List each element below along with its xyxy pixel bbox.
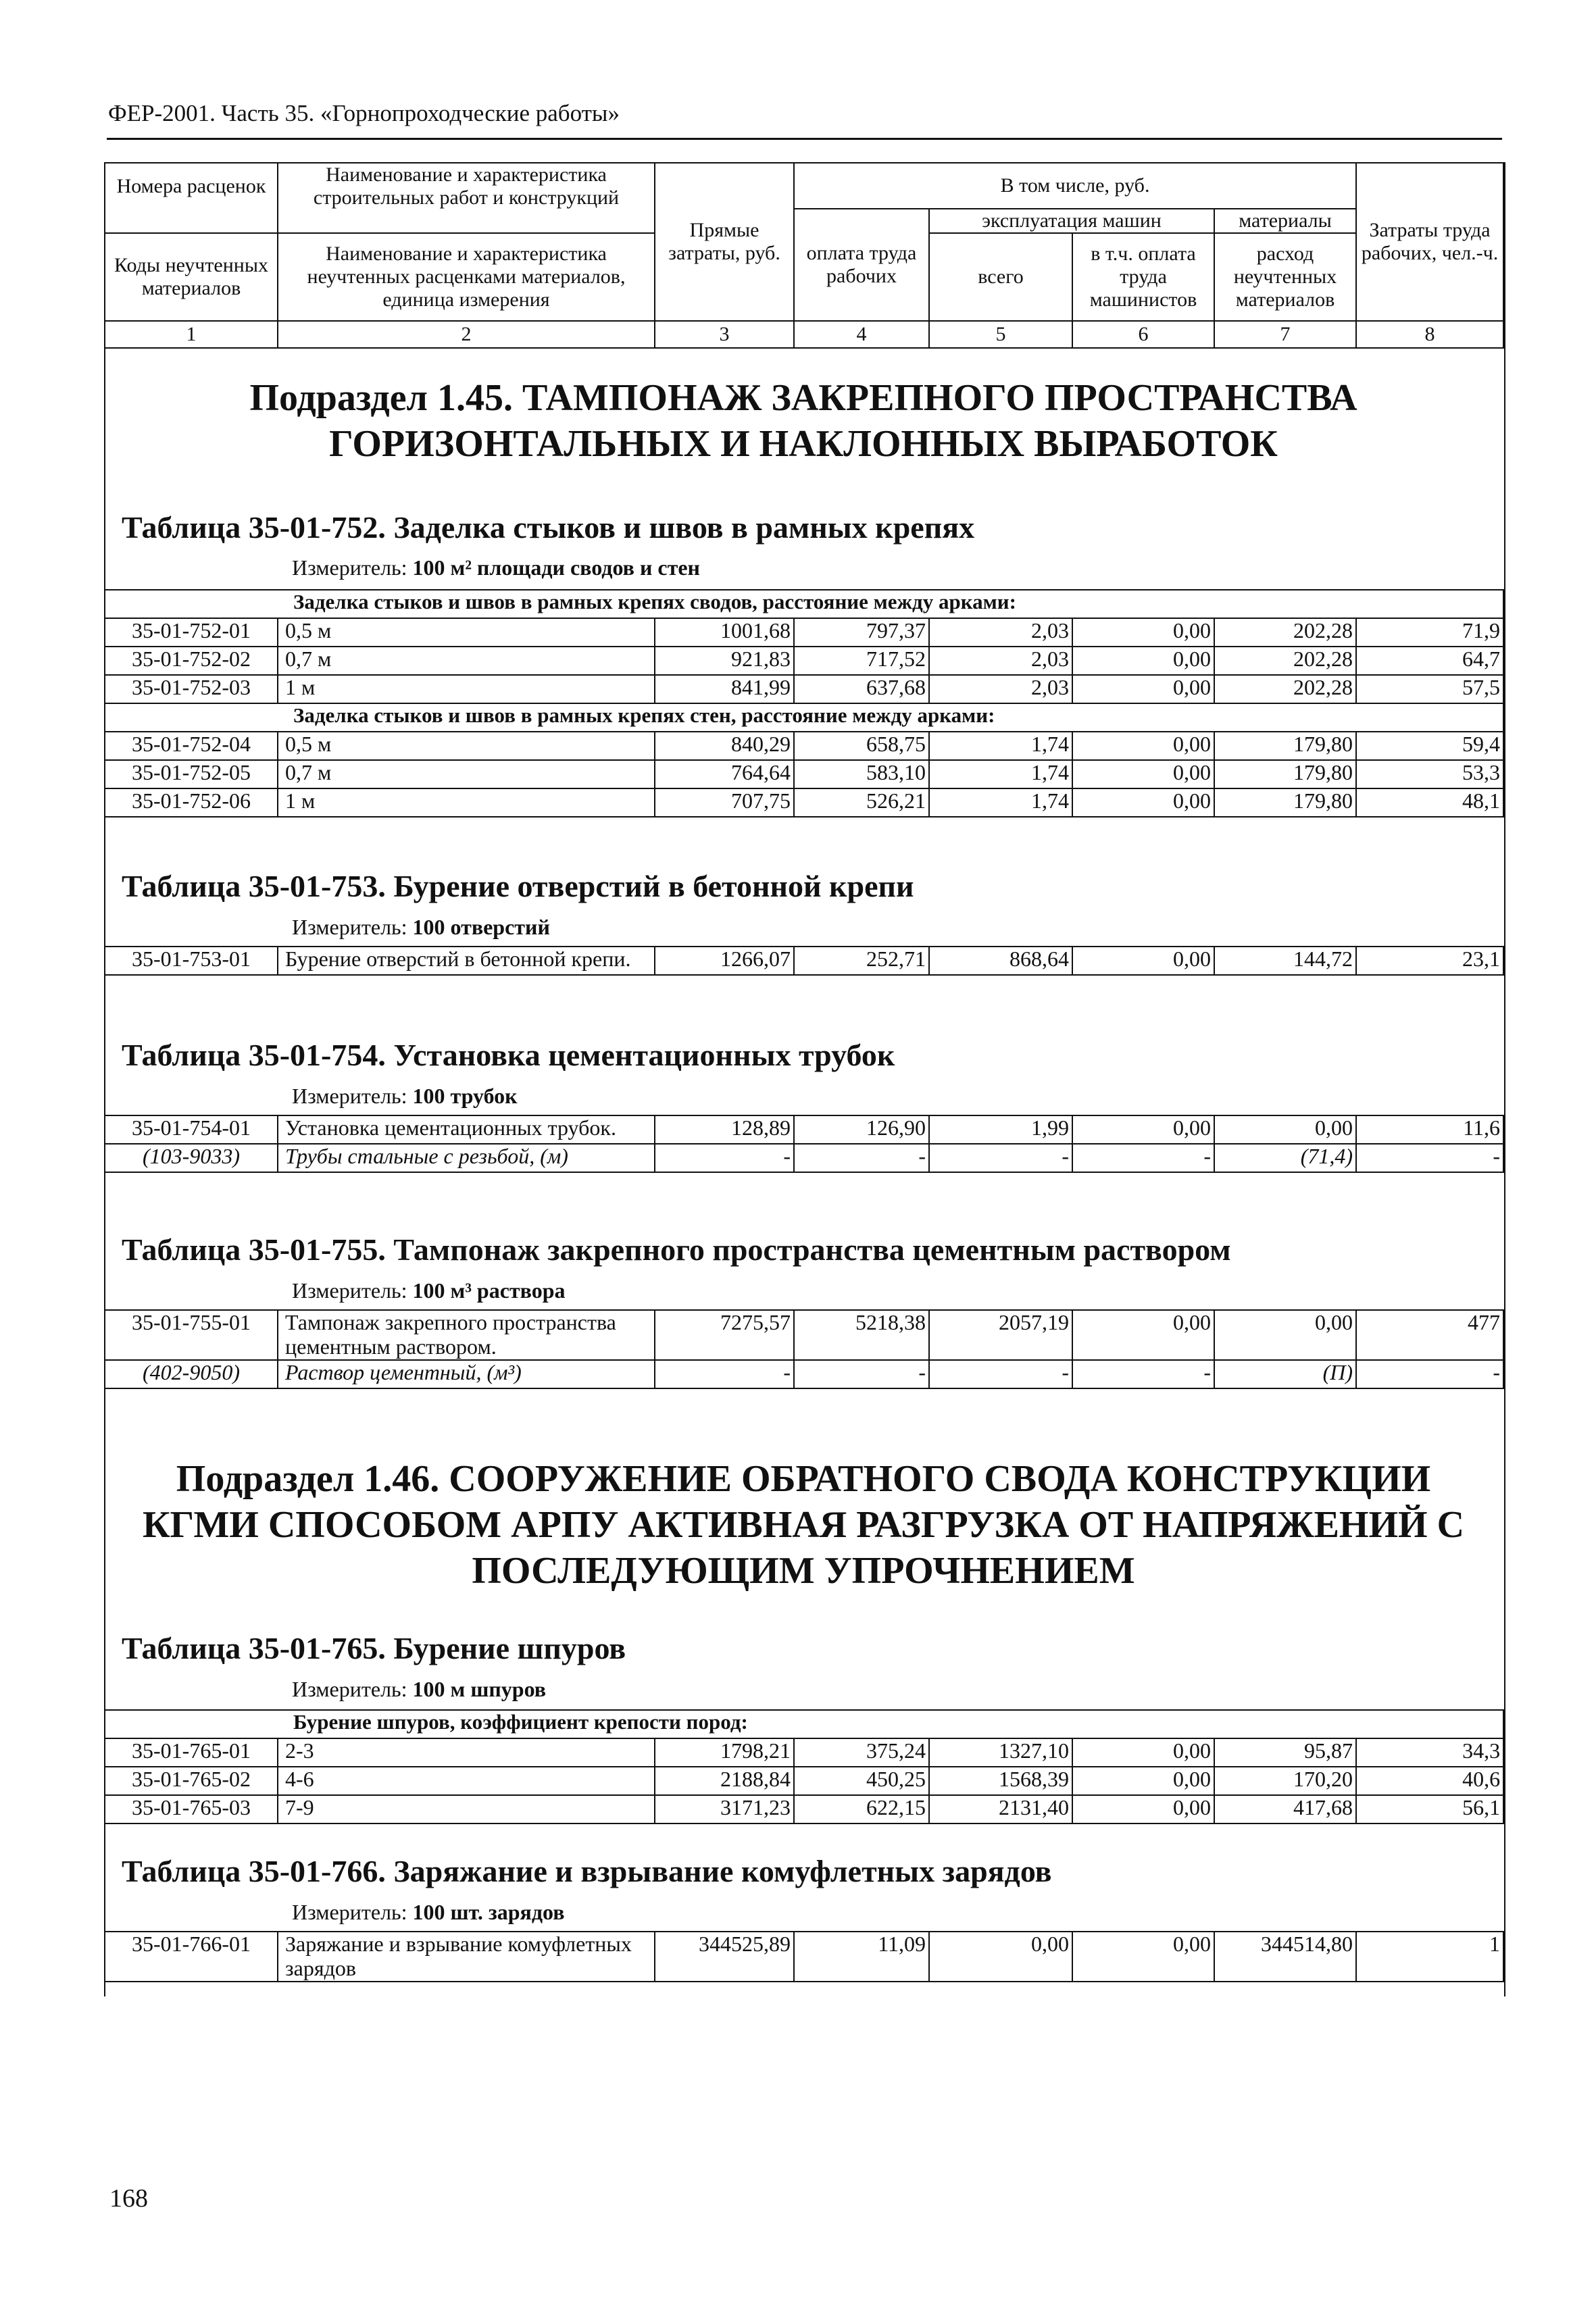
rate-code: 35-01-753-01: [105, 947, 278, 975]
labor-hours: 64,7: [1356, 647, 1503, 675]
work-name: 0,7 м: [278, 647, 655, 675]
material-value: -: [794, 1360, 929, 1388]
table-753-title: Таблица 35-01-753. Бурение отверстий в бетонной крепи: [122, 869, 914, 903]
work-name: 0,5 м: [278, 618, 655, 647]
unit-label: Измеритель:: [292, 1677, 407, 1701]
rate-code: 35-01-765-01: [105, 1738, 278, 1767]
unit-value: 100 м³ раствора: [412, 1278, 566, 1303]
material-value: -: [929, 1360, 1072, 1388]
labor-hours: 57,5: [1356, 675, 1503, 703]
group-caption: Бурение шпуров, коэффициент крепости пород:: [105, 1710, 1503, 1738]
work-name: Тампонаж закрепного пространства цементным раствором.: [278, 1310, 655, 1360]
table-752: [104, 589, 1504, 818]
rate-code: 35-01-765-02: [105, 1767, 278, 1795]
labor-pay: 450,25: [794, 1767, 929, 1795]
col-number: 5: [929, 321, 1072, 348]
work-name: Установка цементационных трубок.: [278, 1115, 655, 1144]
unit-label: Измеритель:: [292, 555, 407, 580]
operators-pay: 0,00: [1072, 618, 1214, 647]
table-row: [105, 947, 1503, 975]
work-name: 4-6: [278, 1767, 655, 1795]
running-header: ФЕР-2001. Часть 35. «Горнопроходческие работы»: [108, 100, 620, 126]
table-765-unit: [292, 1677, 546, 1702]
materials-cost: 202,28: [1214, 647, 1356, 675]
labor-hours: 34,3: [1356, 1738, 1503, 1767]
material-value: -: [655, 1360, 794, 1388]
table-766: [104, 1931, 1504, 1982]
rate-code: 35-01-755-01: [105, 1310, 278, 1360]
work-name: 0,5 м: [278, 732, 655, 760]
machines-total: 1,99: [929, 1115, 1072, 1144]
including-header: В том числе, руб.: [794, 163, 1356, 209]
machines-total: 868,64: [929, 947, 1072, 975]
table-row: [105, 1932, 1503, 1982]
rate-code: 35-01-752-01: [105, 618, 278, 647]
table-row: [105, 1767, 1503, 1795]
col-number: 6: [1072, 321, 1214, 348]
table-765-title: Таблица 35-01-765. Бурение шпуров: [122, 1631, 626, 1665]
operators-pay: 0,00: [1072, 675, 1214, 703]
rate-code: 35-01-752-05: [105, 760, 278, 788]
operators-pay: 0,00: [1072, 760, 1214, 788]
rate-code: 35-01-754-01: [105, 1115, 278, 1144]
direct-cost: 1798,21: [655, 1738, 794, 1767]
material-name: Трубы стальные с резьбой, (м): [278, 1144, 655, 1172]
col1-top-header: Номера расценок: [105, 163, 278, 209]
table-row: [105, 1795, 1503, 1823]
material-value: -: [794, 1144, 929, 1172]
materials-cost: 0,00: [1214, 1115, 1356, 1144]
labor-pay: 5218,38: [794, 1310, 929, 1360]
subsection-heading-line: КГМИ СПОСОБОМ АРПУ АКТИВНАЯ РАЗГРУЗКА ОТ НАПРЯЖЕНИЙ С: [142, 1504, 1465, 1546]
work-name: 1 м: [278, 675, 655, 703]
materials-cost: 202,28: [1214, 618, 1356, 647]
operators-pay: 0,00: [1072, 732, 1214, 760]
machines-total: 2,03: [929, 675, 1072, 703]
direct-cost: 840,29: [655, 732, 794, 760]
rate-code: 35-01-765-03: [105, 1795, 278, 1823]
labor-hours: 23,1: [1356, 947, 1503, 975]
material-consumption: (П): [1214, 1360, 1356, 1388]
col7-header: расход неучтенных материалов: [1214, 233, 1356, 321]
material-code: (402-9050): [105, 1360, 278, 1388]
col1-bottom-header: Коды неучтенных материалов: [105, 233, 278, 321]
work-name: Бурение отверстий в бетонной крепи.: [278, 947, 655, 975]
labor-pay: 797,37: [794, 618, 929, 647]
direct-cost: 2188,84: [655, 1767, 794, 1795]
materials-cost: 179,80: [1214, 732, 1356, 760]
group-row: [105, 590, 1503, 618]
table-row: [105, 647, 1503, 675]
table-753: [104, 946, 1504, 976]
machines-total: 0,00: [929, 1932, 1072, 1982]
labor-pay: 717,52: [794, 647, 929, 675]
unit-value: 100 м² площади сводов и стен: [412, 555, 700, 580]
col1-top-spacer: [105, 209, 278, 233]
subsection-heading-line: Подраздел 1.45. ТАМПОНАЖ ЗАКРЕПНОГО ПРОСТРАНСТВА: [249, 377, 1357, 419]
subsection-145-heading: [104, 375, 1503, 467]
direct-cost: 841,99: [655, 675, 794, 703]
work-name: 7-9: [278, 1795, 655, 1823]
work-name: Заряжание и взрывание комуфлетных зарядов: [278, 1932, 655, 1982]
labor-pay: 252,71: [794, 947, 929, 975]
operators-pay: 0,00: [1072, 1932, 1214, 1982]
col-number: 3: [655, 321, 794, 348]
table-766-unit: [292, 1900, 564, 1925]
table-row: [105, 732, 1503, 760]
table-row: [105, 618, 1503, 647]
labor-pay: 583,10: [794, 760, 929, 788]
direct-cost: 3171,23: [655, 1795, 794, 1823]
work-name: 0,7 м: [278, 760, 655, 788]
operators-pay: 0,00: [1072, 1738, 1214, 1767]
unit-label: Измеритель:: [292, 1900, 407, 1924]
materials-cost: 179,80: [1214, 760, 1356, 788]
direct-cost: 921,83: [655, 647, 794, 675]
table-752-title: Таблица 35-01-752. Заделка стыков и швов в рамных крепях: [122, 510, 975, 545]
table-row: [105, 760, 1503, 788]
unit-value: 100 м шпуров: [412, 1677, 547, 1701]
labor-hours: 59,4: [1356, 732, 1503, 760]
group-row: [105, 703, 1503, 732]
table-row: [105, 1310, 1503, 1360]
material-value: -: [655, 1144, 794, 1172]
unit-label: Измеритель:: [292, 1084, 407, 1108]
unit-value: 100 отверстий: [412, 915, 550, 939]
materials-cost: 0,00: [1214, 1310, 1356, 1360]
col6-header: в т.ч. оплата труда машинистов: [1072, 233, 1214, 321]
labor-hours: 56,1: [1356, 1795, 1503, 1823]
subsection-heading-line: Подраздел 1.46. СООРУЖЕНИЕ ОБРАТНОГО СВОДА КОНСТРУКЦИИ: [176, 1458, 1431, 1500]
col-number: 2: [278, 321, 655, 348]
machines-total: 1568,39: [929, 1767, 1072, 1795]
work-name: 1 м: [278, 788, 655, 817]
table-765: [104, 1709, 1504, 1824]
col2-top-spacer: [278, 209, 655, 233]
machines-total: 1,74: [929, 760, 1072, 788]
table-row: [105, 1738, 1503, 1767]
subsection-146-heading: [104, 1456, 1503, 1594]
table-row: [105, 675, 1503, 703]
rate-code: 35-01-752-02: [105, 647, 278, 675]
labor-hours: 477: [1356, 1310, 1503, 1360]
work-name: 2-3: [278, 1738, 655, 1767]
operators-pay: 0,00: [1072, 647, 1214, 675]
labor-pay: 526,21: [794, 788, 929, 817]
material-value: -: [929, 1144, 1072, 1172]
materials-cost: 179,80: [1214, 788, 1356, 817]
col-number: 8: [1356, 321, 1503, 348]
rate-code: 35-01-752-06: [105, 788, 278, 817]
direct-cost: 1001,68: [655, 618, 794, 647]
page-number: 168: [109, 2184, 148, 2213]
unit-value: 100 шт. зарядов: [412, 1900, 565, 1924]
materials-header: материалы: [1214, 209, 1356, 233]
table-755: [104, 1309, 1504, 1389]
material-row: [105, 1144, 1503, 1172]
materials-cost: 202,28: [1214, 675, 1356, 703]
unit-label: Измеритель:: [292, 1278, 407, 1303]
table-752-unit: [292, 555, 700, 580]
direct-cost: 344525,89: [655, 1932, 794, 1982]
operators-pay: 0,00: [1072, 1115, 1214, 1144]
col-number: 1: [105, 321, 278, 348]
col8-header: Затраты труда рабочих, чел.-ч.: [1356, 163, 1503, 321]
material-value: -: [1356, 1360, 1503, 1388]
machines-total: 1327,10: [929, 1738, 1072, 1767]
materials-cost: 170,20: [1214, 1767, 1356, 1795]
rate-code: 35-01-752-04: [105, 732, 278, 760]
operators-pay: 0,00: [1072, 1310, 1214, 1360]
table-766-title: Таблица 35-01-766. Заряжание и взрывание комуфлетных зарядов: [122, 1854, 1052, 1888]
machines-total: 2,03: [929, 647, 1072, 675]
rate-code: 35-01-766-01: [105, 1932, 278, 1982]
operators-pay: 0,00: [1072, 947, 1214, 975]
col-number: 4: [794, 321, 929, 348]
col3-header: Прямые затраты, руб.: [655, 163, 794, 321]
machines-total: 1,74: [929, 732, 1072, 760]
labor-pay: 622,15: [794, 1795, 929, 1823]
labor-pay: 637,68: [794, 675, 929, 703]
direct-cost: 7275,57: [655, 1310, 794, 1360]
col5-header: всего: [929, 233, 1072, 321]
operators-pay: 0,00: [1072, 1767, 1214, 1795]
table-754: [104, 1115, 1504, 1173]
group-caption: Заделка стыков и швов в рамных крепях сводов, расстояние между арками:: [105, 590, 1503, 618]
header-rule: [107, 138, 1502, 140]
table-754-unit: [292, 1084, 518, 1109]
machines-total: 2,03: [929, 618, 1072, 647]
material-consumption: (71,4): [1214, 1144, 1356, 1172]
table-row: [105, 788, 1503, 817]
col-number: 7: [1214, 321, 1356, 348]
machines-total: 2131,40: [929, 1795, 1072, 1823]
machines-header: эксплуатация машин: [929, 209, 1214, 233]
col2-top-header: Наименование и характеристика строительных работ и конструкций: [278, 163, 655, 209]
labor-pay: 11,09: [794, 1932, 929, 1982]
unit-label: Измеритель:: [292, 915, 407, 939]
unit-value: 100 трубок: [412, 1084, 518, 1108]
materials-cost: 95,87: [1214, 1738, 1356, 1767]
table-754-title: Таблица 35-01-754. Установка цементационных трубок: [122, 1038, 895, 1072]
direct-cost: 1266,07: [655, 947, 794, 975]
labor-hours: 53,3: [1356, 760, 1503, 788]
rate-code: 35-01-752-03: [105, 675, 278, 703]
table-row: [105, 1115, 1503, 1144]
material-name: Раствор цементный, (м³): [278, 1360, 655, 1388]
labor-hours: 71,9: [1356, 618, 1503, 647]
material-value: -: [1356, 1144, 1503, 1172]
materials-cost: 417,68: [1214, 1795, 1356, 1823]
operators-pay: 0,00: [1072, 1795, 1214, 1823]
table-753-unit: [292, 915, 550, 940]
labor-hours: 11,6: [1356, 1115, 1503, 1144]
subsection-heading-line: ПОСЛЕДУЮЩИМ УПРОЧНЕНИЕМ: [472, 1550, 1135, 1592]
labor-hours: 40,6: [1356, 1767, 1503, 1795]
machines-total: 2057,19: [929, 1310, 1072, 1360]
material-value: -: [1072, 1360, 1214, 1388]
subsection-heading-line: ГОРИЗОНТАЛЬНЫХ И НАКЛОННЫХ ВЫРАБОТОК: [329, 423, 1278, 465]
materials-cost: 144,72: [1214, 947, 1356, 975]
group-caption: Заделка стыков и швов в рамных крепях стен, расстояние между арками:: [105, 703, 1503, 732]
labor-pay: 658,75: [794, 732, 929, 760]
labor-hours: 48,1: [1356, 788, 1503, 817]
labor-hours: 1: [1356, 1932, 1503, 1982]
table-755-unit: [292, 1278, 565, 1303]
table-755-title: Таблица 35-01-755. Тампонаж закрепного пространства цементным раствором: [122, 1232, 1231, 1267]
direct-cost: 764,64: [655, 760, 794, 788]
direct-cost: 128,89: [655, 1115, 794, 1144]
material-value: -: [1072, 1144, 1214, 1172]
material-row: [105, 1360, 1503, 1388]
operators-pay: 0,00: [1072, 788, 1214, 817]
column-header-table: [104, 162, 1504, 349]
direct-cost: 707,75: [655, 788, 794, 817]
machines-total: 1,74: [929, 788, 1072, 817]
col2-bottom-header: Наименование и характеристика неучтенных расценками материалов, единица измерения: [278, 233, 655, 321]
material-code: (103-9033): [105, 1144, 278, 1172]
labor-pay: 375,24: [794, 1738, 929, 1767]
labor-pay: 126,90: [794, 1115, 929, 1144]
col4-header: оплата труда рабочих: [794, 209, 929, 321]
group-row: [105, 1710, 1503, 1738]
materials-cost: 344514,80: [1214, 1932, 1356, 1982]
